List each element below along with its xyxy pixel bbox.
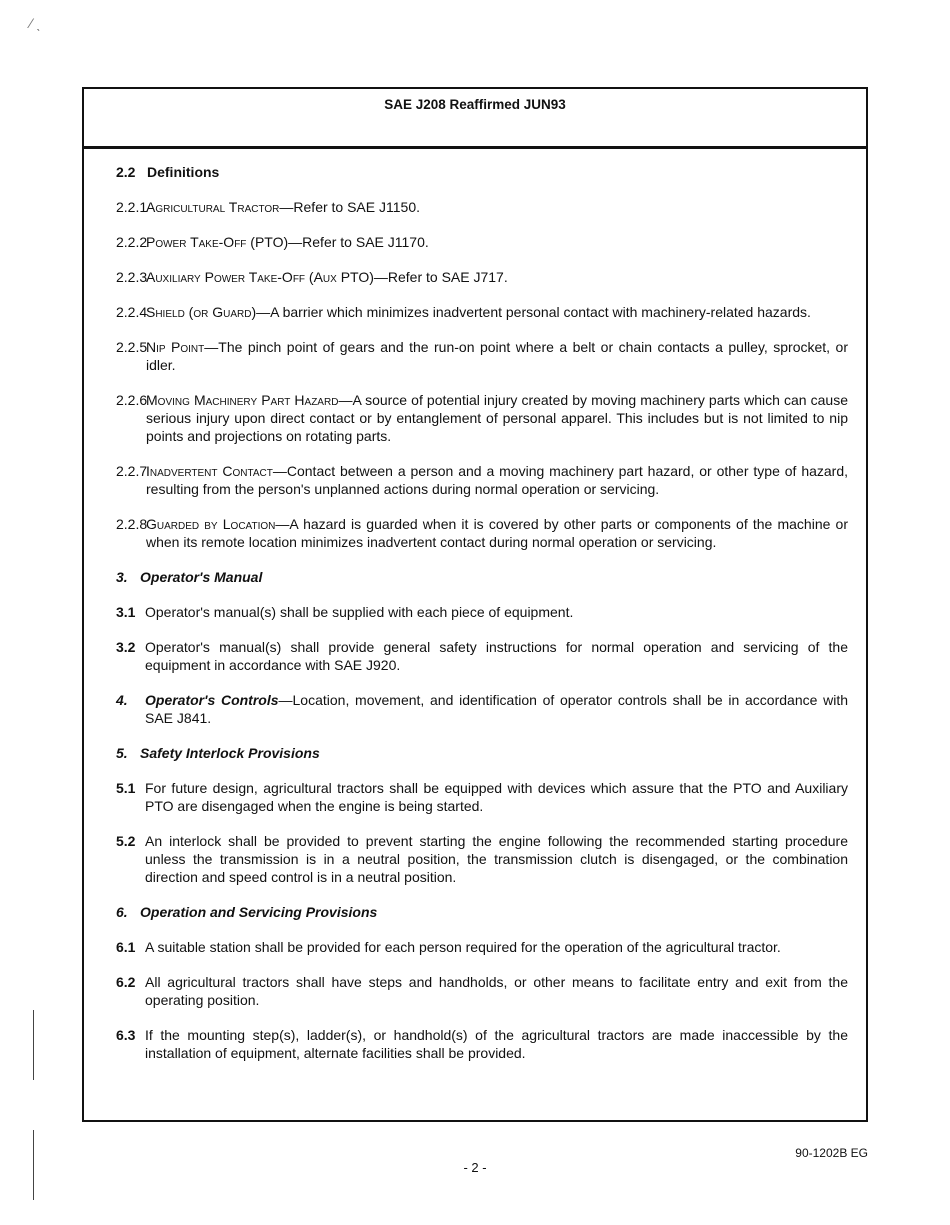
definition-term: Nip Point (146, 339, 205, 355)
document-title: SAE J208 Reaffirmed JUN93 (384, 97, 566, 112)
definition-2-2-6: 2.2.6 Moving Machinery Part Hazard—A source of potential injury created by moving machinery parts which can cause serious injury upon direct contact or by entanglement of personal apparel. This includes but is not limited to nip points and projections on rotating parts. (116, 392, 849, 444)
clause-5-2: 5.2 An interlock shall be provided to prevent starting the engine following the recommended starting procedure unless the transmission is in a neutral position, the transmission clutch is disengaged, or the combination direction and speed control is in a neutral position. (116, 833, 848, 885)
document-frame (82, 87, 868, 1122)
document-code: 90-1202B EG (795, 1146, 868, 1160)
definition-term: Guarded by Location (146, 516, 276, 532)
definition-2-2-7: 2.2.7 Inadvertent Contact—Contact between a person and a moving machinery part hazard, or other type of hazard, resulting from the person's unplanned actions during normal operation or servicing. (116, 463, 849, 497)
definition-2-2-4: 2.2.4 Shield (or Guard)—A barrier which minimizes inadvertent personal contact with machinery-related hazards. (116, 304, 811, 320)
section-6-heading: 6. Operation and Servicing Provisions (116, 904, 378, 920)
clause-5-1: 5.1 For future design, agricultural tractors shall be equipped with devices which assure that the PTO and Auxiliary PTO are disengaged when the engine is being started. (116, 780, 848, 814)
document-header (84, 89, 866, 149)
section-4-clause: 4. Operator's Controls—Location, movement, and identification of operator controls shall be in accordance with SAE J841. (116, 692, 848, 726)
definition-term: Agricultural Tractor (146, 199, 280, 215)
definition-term: Auxiliary Power Take-Off (Aux (146, 269, 337, 285)
clause-6-1: 6.1 A suitable station shall be provided for each person required for the operation of the agricultural tractor. (116, 939, 781, 955)
definition-term: Inadvertent Contact (146, 463, 273, 479)
clause-3-1: 3.1 Operator's manual(s) shall be supplied with each piece of equipment. (116, 604, 574, 620)
section-2-2-heading: 2.2 Definitions (116, 164, 220, 180)
clause-6-2: 6.2 All agricultural tractors shall have steps and handholds, or other means to facilitate entry and exit from the operating position. (116, 974, 848, 1008)
definition-term: Power Take-Off (146, 234, 247, 250)
document-body (116, 163, 848, 1079)
clause-6-3: 6.3 If the mounting step(s), ladder(s), or handhold(s) of the agricultural tractors are made inaccessible by the installation of equipment, alternate facilities shall be provided. (116, 1027, 848, 1061)
definition-term: Moving Machinery Part Hazard (146, 392, 339, 408)
definition-2-2-3: 2.2.3 Auxiliary Power Take-Off (Aux PTO)—Refer to SAE J717. (116, 269, 508, 285)
clause-3-2: 3.2 Operator's manual(s) shall provide general safety instructions for normal operation and servicing of the equipment in accordance with SAE J920. (116, 639, 848, 673)
definition-term: Shield (or Guard) (146, 304, 257, 320)
definition-2-2-1: 2.2.1 Agricultural Tractor—Refer to SAE J1150. (116, 199, 420, 215)
page-number: - 2 - (463, 1160, 487, 1175)
definition-2-2-2: 2.2.2 Power Take-Off (PTO)—Refer to SAE J1170. (116, 234, 429, 250)
scan-mark: ⁄ ˎ (30, 15, 41, 31)
scan-margin-line (33, 1010, 34, 1080)
section-4-title: Operator's Controls (145, 692, 279, 708)
definition-2-2-8: 2.2.8 Guarded by Location—A hazard is guarded when it is covered by other parts or components of the machine or when its remote location minimizes inadvertent contact during normal operation or servicing. (116, 516, 848, 550)
section-3-heading: 3. Operator's Manual (116, 569, 263, 585)
definition-2-2-5: 2.2.5 Nip Point—The pinch point of gears and the run-on point where a belt or chain contacts a pulley, sprocket, or idler. (116, 339, 848, 373)
section-5-heading: 5. Safety Interlock Provisions (116, 745, 320, 761)
